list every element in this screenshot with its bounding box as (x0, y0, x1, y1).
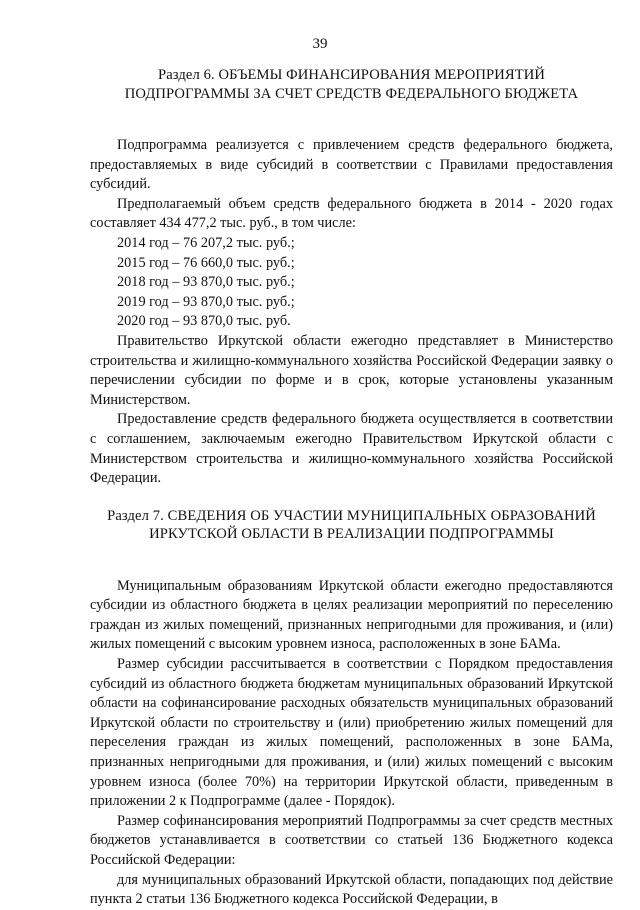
spacer (90, 544, 613, 577)
section-6-title-line-2: ПОДПРОГРАММЫ ЗА СЧЕТ СРЕДСТВ ФЕДЕРАЛЬНОГО БЮДЖЕТА (124, 85, 579, 102)
budget-year-2018: 2018 год – 93 870,0 тыс. руб.; (117, 274, 295, 291)
budget-year-2020: 2020 год – 93 870,0 тыс. руб. (117, 313, 291, 330)
section-7-paragraph-1: Муниципальным образованиям Иркутской области ежегодно предоставляются субсидии из областного бюджета в целях реализации мероприятий по переселению граждан из жилых помещений, признанных непригодными для проживания, и (или) жилых помещений с высоким уровнем износа, расположенных в зоне БАМа. (90, 577, 613, 653)
budget-year-2015: 2015 год – 76 660,0 тыс. руб.; (117, 254, 295, 271)
section-7-paragraph-2: Размер субсидии рассчитывается в соответствии с Порядком предоставления субсидий из областного бюджета бюджетам муниципальных образований Иркутской области на софинансирование расходных обязательств муниципальных образований Иркутской области по строительству и (или) приобретению жилых помещений для переселения граждан из жилых помещений, расположенных в зоне БАМа, признанных непригодными для проживания, и (или) жилых помещений с высоким уровнем износа (более 70%) на территории Иркутской области, приведенным в приложении 2 к Подпрограмме (далее - Порядок). (90, 656, 613, 810)
section-6-title-line-1: Раздел 6. ОБЪЕМЫ ФИНАНСИРОВАНИЯ МЕРОПРИЯТИЙ (157, 67, 545, 83)
spacer (90, 489, 613, 507)
spacer (90, 103, 613, 136)
section-6-paragraph-1: Подпрограмма реализуется с привлечением средств федерального бюджета, предоставляемых в виде субсидий в соответствии с Правилами предоставления субсидий. (90, 137, 613, 193)
budget-year-2019: 2019 год – 93 870,0 тыс. руб.; (117, 293, 295, 310)
budget-year-2014: 2014 год – 76 207,2 тыс. руб.; (117, 234, 295, 251)
section-7-heading (90, 507, 613, 544)
section-6-paragraph-4: Предоставление средств федерального бюджета осуществляется в соответствии с соглашением, заключаемым ежегодно Правительством Иркутской области с Министерством строительства и жилищно-коммунального хозяйства Российской Федерации. (90, 411, 613, 487)
section-7-title-line-2: ИРКУТСКОЙ ОБЛАСТИ В РЕАЛИЗАЦИИ ПОДПРОГРАММЫ (149, 526, 554, 543)
section-6-paragraph-2: Предполагаемый объем средств федерального бюджета в 2014 - 2020 годах составляет 434 477,2 тыс. руб., в том числе: (90, 195, 613, 232)
section-6-heading (90, 66, 613, 103)
section-7-title-line-1: Раздел 7. СВЕДЕНИЯ ОБ УЧАСТИИ МУНИЦИПАЛЬНЫХ ОБРАЗОВАНИЙ (107, 507, 596, 524)
section-7-paragraph-3: Размер софинансирования мероприятий Подпрограммы за счет средств местных бюджетов устанавливается в соответствии со статьей 136 Бюджетного кодекса Российской Федерации: (90, 812, 613, 868)
section-7-paragraph-4: для муниципальных образований Иркутской области, попадающих под действие пункта 2 статьи 136 Бюджетного кодекса Российской Федерации, в (90, 871, 613, 908)
page-number: 39 (312, 36, 328, 52)
section-6-paragraph-3: Правительство Иркутской области ежегодно представляет в Министерство строительства и жилищно-коммунального хозяйства Российской Федерации заявку о перечислении субсидии по форме и в срок, которые установлены указанным Министерством. (90, 332, 613, 408)
page-content (90, 66, 613, 910)
